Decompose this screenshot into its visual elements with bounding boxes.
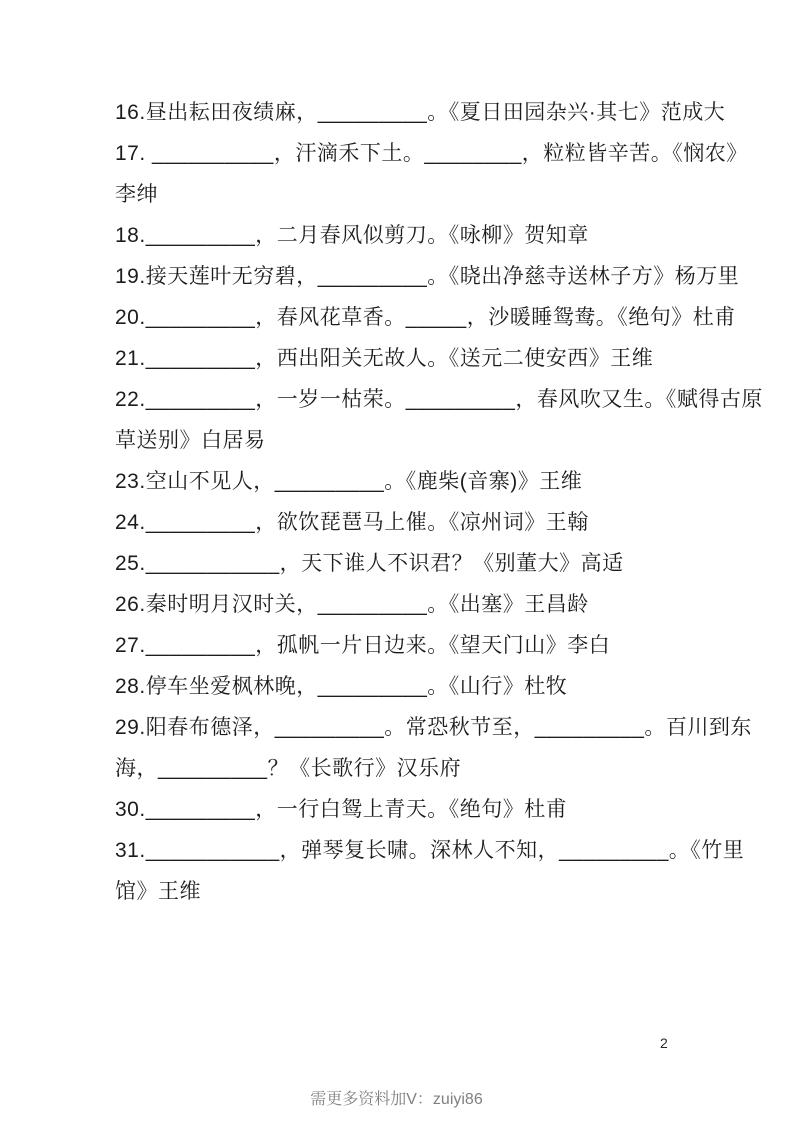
worksheet-line: 16.昼出耘田夜绩麻，_________。《夏日田园杂兴·其七》范成大 — [115, 101, 726, 124]
footer-watermark: 需更多资料加V：zuiyi86 — [310, 1091, 483, 1108]
worksheet-line: 28.停车坐爱枫林晚，_________。《山行》杜牧 — [115, 675, 568, 698]
worksheet-line: 30._________，一行白鸳上青天。《绝句》杜甫 — [115, 798, 568, 821]
worksheet-line: 馆》王维 — [115, 880, 201, 903]
worksheet-content — [115, 92, 763, 912]
worksheet-line: 26.秦时明月汉时关，_________。《出塞》王昌龄 — [115, 593, 589, 616]
worksheet-line: 29.阳春布德泽，_________。常恐秋节至，_________。百川到东 — [115, 716, 752, 739]
worksheet-line: 22._________，一岁一枯荣。_________，春风吹又生。《赋得古原 — [115, 388, 763, 411]
worksheet-line: 草送别》白居易 — [115, 429, 266, 452]
worksheet-line: 23.空山不见人，_________。《鹿柴(音寨)》王维 — [115, 470, 583, 493]
worksheet-line: 31.___________，弹琴复长啸。深林人不知，_________。《竹里 — [115, 839, 745, 862]
worksheet-line: 李绅 — [115, 183, 158, 206]
worksheet-line: 17. __________，汗滴禾下土。________，粒粒皆辛苦。《悯农》 — [115, 142, 748, 165]
worksheet-line: 24._________，欲饮琵琶马上催。《凉州词》王翰 — [115, 511, 589, 534]
worksheet-line: 27._________，孤帆一片日边来。《望天门山》李白 — [115, 634, 611, 657]
worksheet-line: 25.___________，天下谁人不识君？《别董大》高适 — [115, 552, 624, 575]
worksheet-line: 18._________，二月春风似剪刀。《咏柳》贺知章 — [115, 224, 589, 247]
worksheet-line: 20._________，春风花草香。_____，沙暖睡鸳鸯。《绝句》杜甫 — [115, 306, 736, 329]
worksheet-line: 海，_________？《长歌行》汉乐府 — [115, 757, 462, 780]
worksheet-line: 21._________，西出阳关无故人。《送元二使安西》王维 — [115, 347, 654, 370]
worksheet-line: 19.接天莲叶无穷碧，_________。《晓出净慈寺送林子方》杨万里 — [115, 265, 740, 288]
page-number: 2 — [660, 1035, 668, 1051]
